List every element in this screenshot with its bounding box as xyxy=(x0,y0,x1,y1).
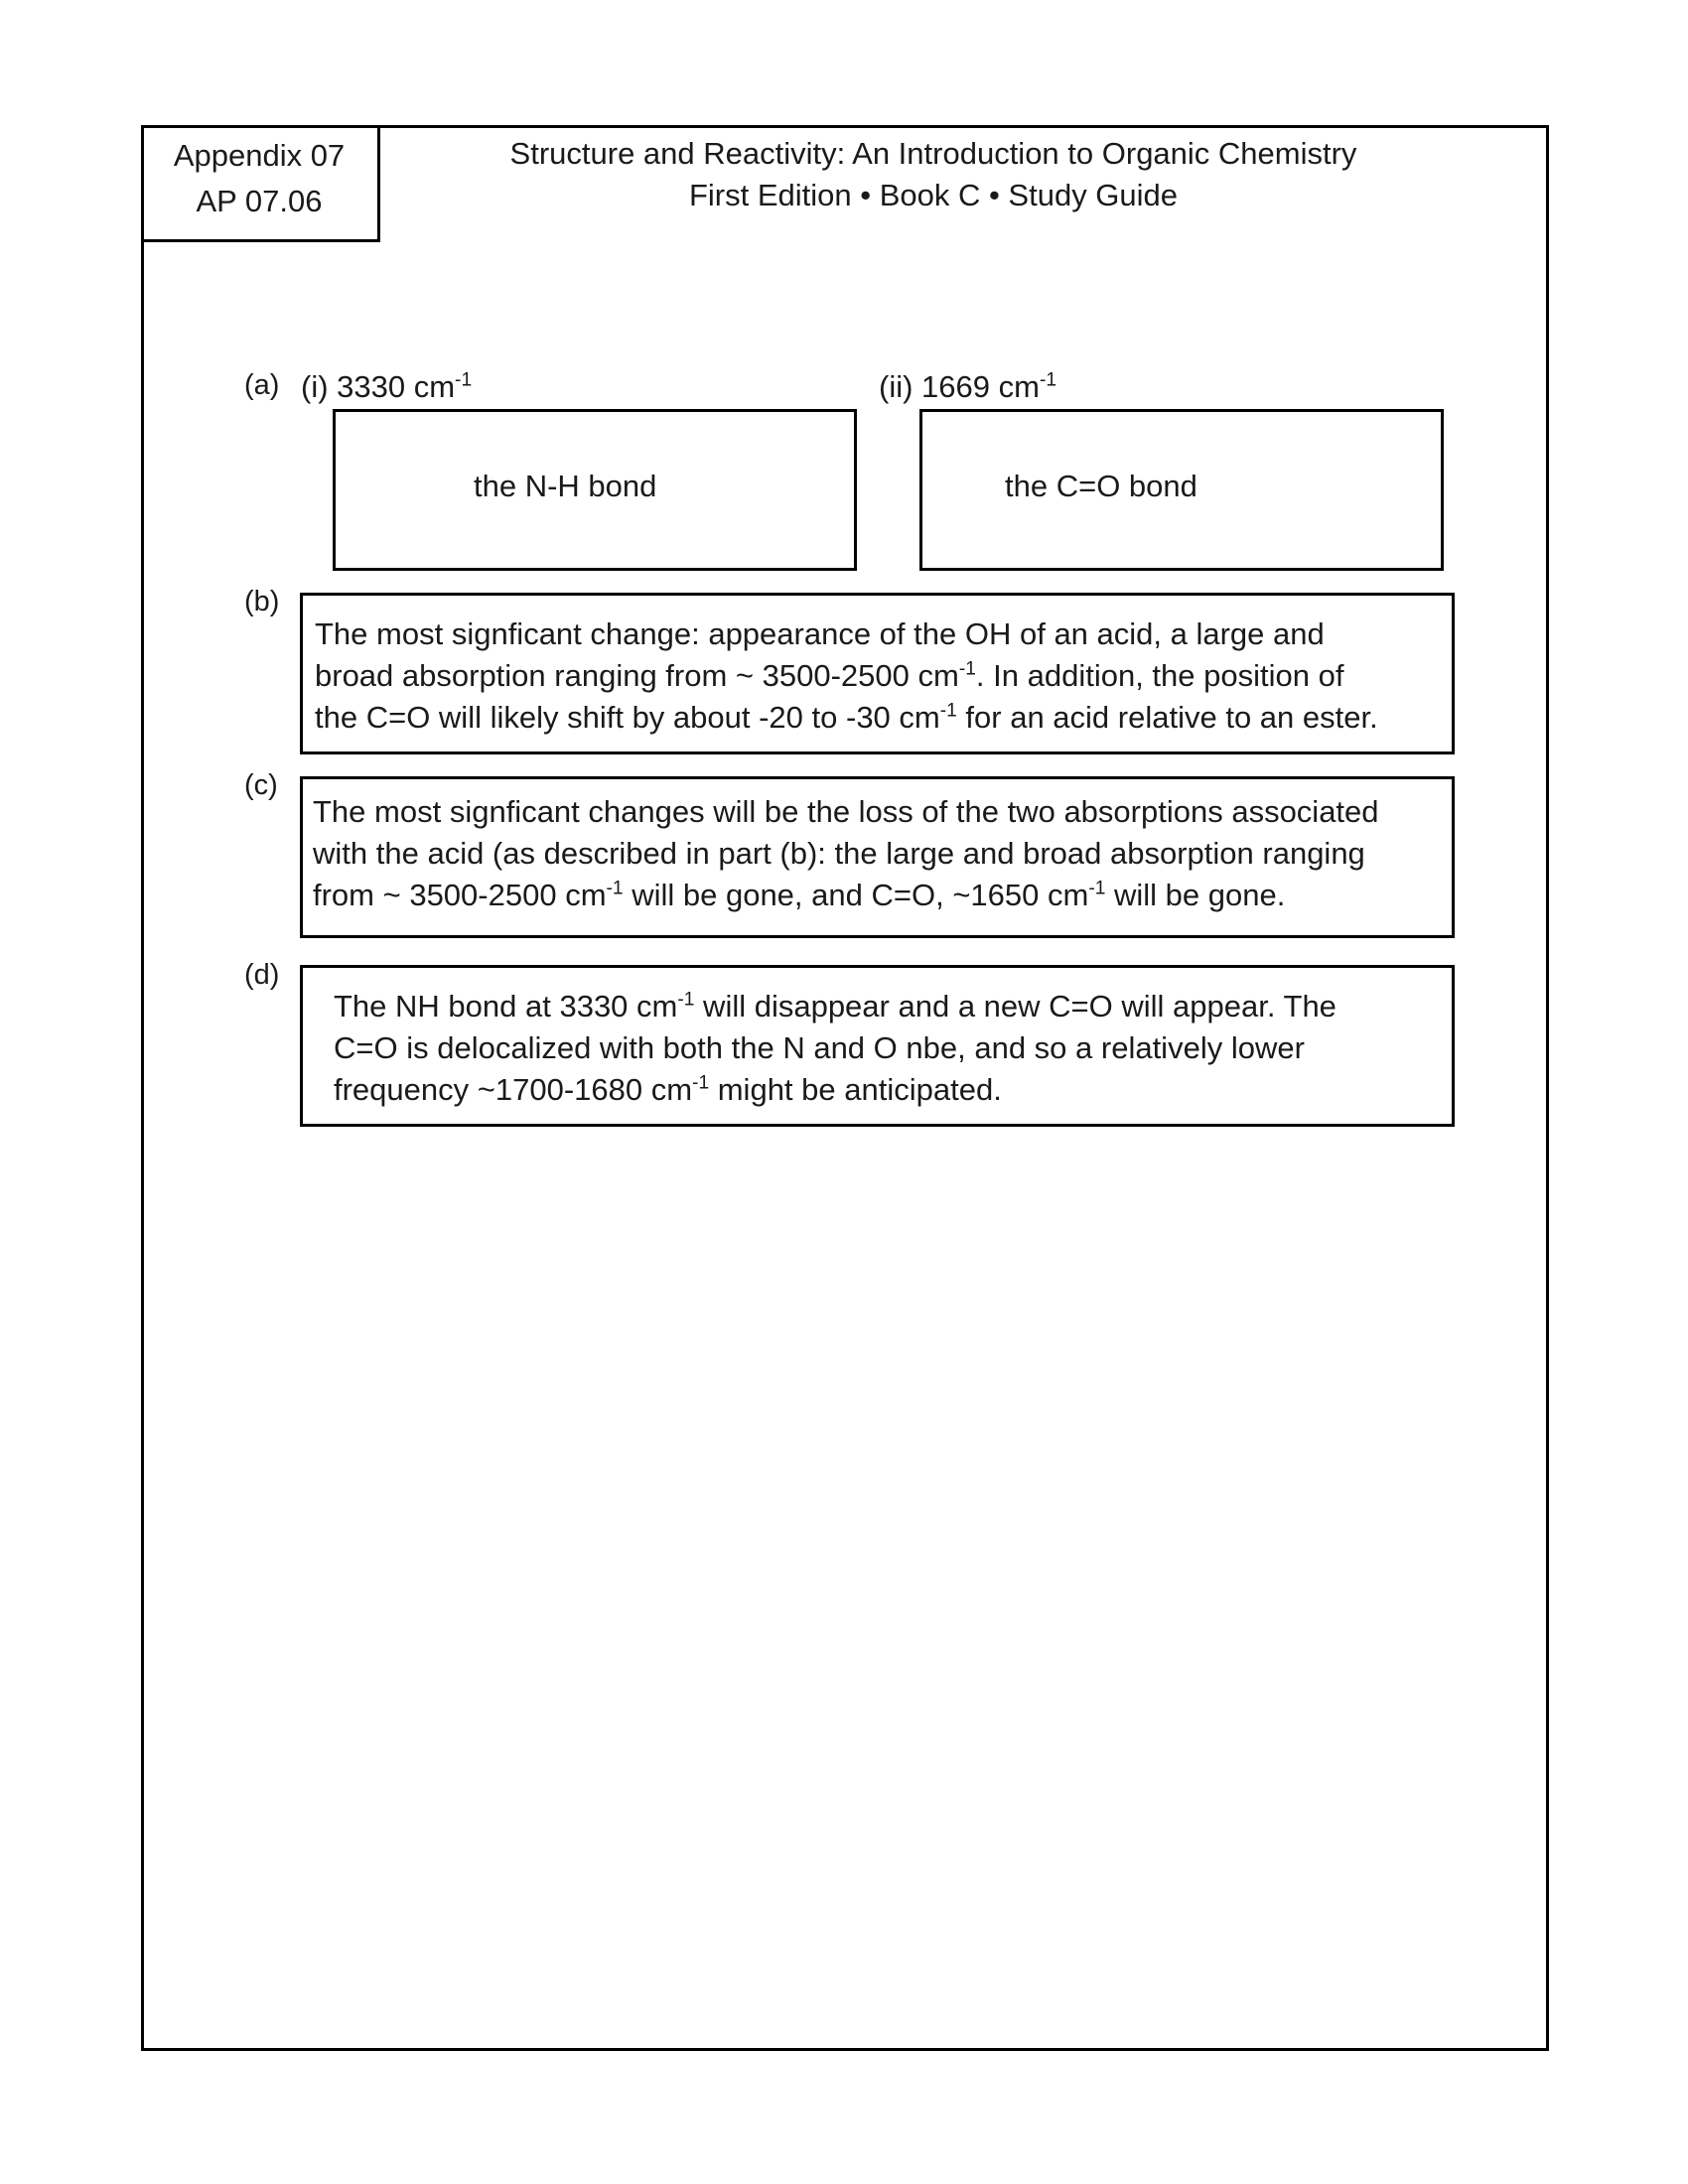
part-b-line-2 xyxy=(315,655,1378,697)
part-a-i-label xyxy=(301,369,472,405)
part-b-label: (b) xyxy=(244,586,280,617)
part-d-answer-box xyxy=(300,965,1455,1127)
part-d-line-3a: frequency ~1700-1680 cm xyxy=(334,1072,693,1107)
part-b-line-2-sup: -1 xyxy=(958,658,976,680)
part-a-label: (a) xyxy=(244,369,280,401)
part-a-ii-answer-box xyxy=(919,409,1444,571)
part-c-line-3-sup-1: -1 xyxy=(606,878,624,899)
part-c-line-2: with the acid (as described in part (b): the large and broad absorption ranging xyxy=(313,836,1365,871)
part-b-answer-box xyxy=(300,593,1455,754)
part-d-line-1a: The NH bond at 3330 cm xyxy=(334,989,678,1024)
page-header xyxy=(397,133,1470,216)
part-d-line-3 xyxy=(334,1069,1336,1111)
part-a-i-text: (i) 3330 cm xyxy=(301,369,456,404)
part-a-i-sup: -1 xyxy=(455,369,473,391)
part-d-line-1 xyxy=(334,986,1336,1027)
part-a-ii-label xyxy=(879,369,1056,405)
part-a-ii-text: (ii) 1669 cm xyxy=(879,369,1040,404)
part-c-line-3a: from ~ 3500-2500 cm xyxy=(313,878,607,912)
page-code: AP 07.06 xyxy=(196,184,323,218)
part-c-line-3-sup-2: -1 xyxy=(1088,878,1106,899)
part-c-label: (c) xyxy=(244,769,278,801)
part-a-i-answer-box xyxy=(333,409,857,571)
appendix-tag xyxy=(141,125,380,242)
part-b-line-3-sup: -1 xyxy=(939,700,957,722)
part-c-line-1: The most signficant changes will be the loss of the two absorptions associated xyxy=(313,794,1379,829)
part-d-line-3b: might be anticipated. xyxy=(709,1072,1002,1107)
part-a-ii-answer: the C=O bond xyxy=(1005,469,1197,503)
book-title: Structure and Reactivity: An Introduction to Organic Chemistry xyxy=(509,136,1357,171)
part-d-label: (d) xyxy=(244,959,280,991)
book-subtitle: First Edition • Book C • Study Guide xyxy=(688,178,1179,212)
part-b-line-1: The most signficant change: appearance of the OH of an acid, a large and xyxy=(315,616,1325,651)
part-c-line-3b: will be gone, and C=O, ~1650 cm xyxy=(623,878,1089,912)
part-b-line-3b: for an acid relative to an ester. xyxy=(956,700,1378,735)
part-c-answer-box xyxy=(300,776,1455,938)
part-a-i-answer: the N-H bond xyxy=(474,469,657,503)
part-b-line-3 xyxy=(315,697,1378,739)
part-b-answer xyxy=(315,614,1378,739)
part-c-answer xyxy=(313,791,1379,916)
part-d-answer xyxy=(334,986,1336,1111)
appendix-number: Appendix 07 xyxy=(173,138,346,173)
part-c-line-3 xyxy=(313,875,1379,916)
part-a-ii-sup: -1 xyxy=(1039,369,1057,391)
part-b-line-2b: . In addition, the position of xyxy=(975,658,1344,693)
part-c-line-3c: will be gone. xyxy=(1105,878,1286,912)
part-d-line-2: C=O is delocalized with both the N and O nbe, and so a relatively lower xyxy=(334,1030,1305,1065)
part-b-line-3a: the C=O will likely shift by about -20 to -30 cm xyxy=(315,700,940,735)
part-d-line-1-sup: -1 xyxy=(677,989,695,1011)
part-d-line-1b: will disappear and a new C=O will appear. The xyxy=(694,989,1336,1024)
part-d-line-3-sup: -1 xyxy=(692,1072,710,1094)
part-b-line-2a: broad absorption ranging from ~ 3500-2500 cm xyxy=(315,658,959,693)
